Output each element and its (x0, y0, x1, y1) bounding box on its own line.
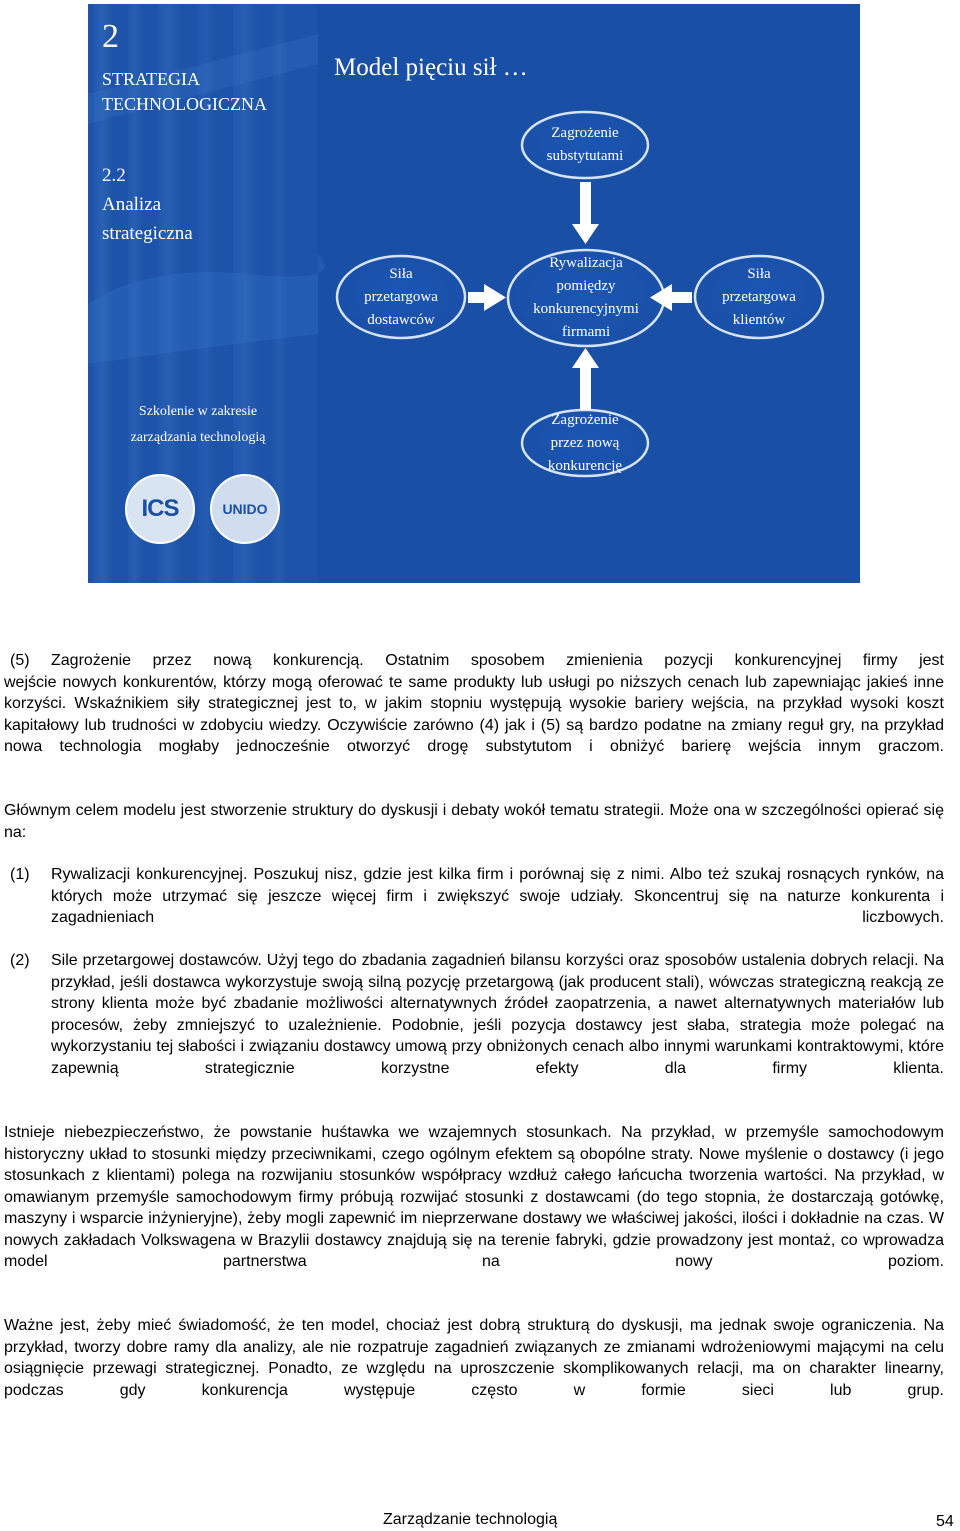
five-forces-slide (88, 4, 860, 583)
list-item-suppliers: Sile przetargowej dostawców. Użyj tego do zbadania zagadnień bilansu korzyści oraz sposobów ustalenia dobrych relacji. Na przykład, jeśli dostawca wykorzystuje swoją silną pozycję przetargową (jak producent stali), wówczas strategiczną reakcją ze strony klienta może być zbadanie możliwości alternatywnych źródeł zaopatrzenia, a nawet alternatywnych materiałów lub procesów, żeby zmniejszyć to uzależnienie. Podobnie, jeśli pozycja dostawcy jest słaba, strategia może polegać na wykorzystaniu tej słabości i związaniu dostawcy umową przy obniżonych cenach albo innymi warunkami kontraktowymi, które zapewnią strategicznie korzystne efekty dla firmy klienta. (51, 952, 944, 1077)
unido-logo-text: UNIDO (222, 501, 268, 517)
training-line: zarządzania technologią (130, 430, 266, 445)
slide-title: Model pięciu sił … (334, 54, 528, 81)
chapter-title-line: STRATEGIA (102, 69, 200, 89)
node-text: przez nową (550, 434, 620, 451)
item-number: (2) (10, 952, 30, 969)
node-label-rivalry (506, 250, 666, 346)
node-label-customers (694, 256, 824, 338)
ics-logo-text: ICS (141, 495, 179, 522)
node-text: dostawców (367, 311, 435, 328)
node-label-substitutes (520, 110, 650, 180)
node-text: substytutami (546, 148, 624, 164)
node-text: przetargowa (364, 288, 438, 305)
node-text: Siła (747, 265, 771, 282)
unido-logo (210, 474, 280, 544)
node-text: konkurencję (547, 457, 623, 474)
training-caption (88, 399, 308, 451)
page-number: 54 (936, 1513, 954, 1530)
section-title-line: Analiza (102, 194, 162, 215)
paragraph-limitations: Ważne jest, żeby mieć świadomość, że ten model, chociaż jest dobrą strukturą do dyskusji, ma jednak swoje ograniczenia. Na przykład, tworzy dobre ramy dla analizy, ale nie rozpatruje zagadnień związanych ze zmianami wdrożeniowymi mającymi na celu osiągnięcie przewagi strategicznej. Ponadto, ze względu na uproszczenie skomplikowanych relacji, ma on charakter linearny, podczas gdy konkurencja występuje często w formie sieci lub grup. (4, 1317, 944, 1399)
node-label-suppliers (336, 256, 466, 338)
node-label-new-entrants (520, 408, 650, 478)
item-number: (5) (10, 652, 30, 669)
node-text: przetargowa (722, 288, 796, 305)
node-text: Siła (389, 265, 413, 282)
paragraph-risk: Istnieje niebezpieczeństwo, że powstanie huśtawka we wzajemnych stosunkach. Na przykład, w przemyśle samochodowym historyczny układ to stosunki między przeciwnikami, czego ogólnym efektem są obopólne straty. Nowe myślenie o dostawcy (i jego stosunkach z klientami) polega na rozwijaniu stosunków współpracy wzdłuż całego łańcucha tworzenia wartości. Na przykład, w omawianym przemyśle samochodowym firmy próbują rozwijać stosunki z dostawcami (do tego stopnia, że dostarczają gotówkę, maszyny i wsparcie inżynieryjne), żeby mogli zapewnić im nieprzerwane dostawy we właściwej jakości, ilości i dokładnie na czas. W nowych zakładach Volkswagena w Brazylii dostawcy znajdują się na terenie fabryki, gdzie prowadzony jest montaż, co wprowadza model partnerstwa na nowy poziom. (4, 1124, 944, 1270)
node-text: firmami (561, 324, 611, 340)
ics-logo (125, 474, 195, 544)
paragraph-new-entrants-first-line: Zagrożenie przez nową konkurencją. Ostatnim sposobem zmienienia pozycji konkurencyjnej firmy jest (51, 652, 944, 669)
slide-chapter-title (102, 67, 267, 117)
list-item-rivalry: Rywalizacji konkurencyjnej. Poszukuj nisz, gdzie jest kilka firm i porównaj się z nimi. Albo też szukaj rosnących rynków, na których może utrzymać się jeszcze więcej firm i zwiększyć swoje udziały. Skoncentruj się na naturze konkurenta i zagadnieniach liczbowych. (51, 866, 944, 926)
footer-title: Zarządzanie technologią (383, 1511, 558, 1528)
slide-chapter-number: 2 (102, 18, 119, 55)
node-text: Zagrożenie (551, 411, 619, 428)
chapter-title-line: TECHNOLOGICZNA (102, 94, 267, 114)
paragraph-new-entrants: wejście nowych konkurentów, którzy mogą oferować te same produkty lub usługi po niższych cenach lub zapewniając jakieś inne korzyści. Wskaźnikiem siły strategicznej jest to, w jakim stopniu występują wysokie bariery wejścia, na przykład wysoki koszt kapitałowy lub trudności w zdobyciu wiedzy. Oczywiście zarówno (4) jak i (5) są bardzo podatne na zmiany reguł gry, na przykład nowa technologia mogłaby jednocześnie otworzyć drogę substytutom i obniżyć barierę wejścia innym graczom. (4, 673, 944, 755)
node-text: pomiędzy (556, 278, 616, 294)
node-text: Zagrożenie (551, 125, 619, 141)
node-text: klientów (732, 311, 786, 328)
section-title-line: strategiczna (102, 223, 193, 244)
paragraph-main-goal: Głównym celem modelu jest stworzenie struktury do dyskusji i debaty wokół tematu strategii. Może ona w szczególności opierać się na: (4, 802, 944, 841)
section-number: 2.2 (102, 165, 126, 186)
slide-section (102, 161, 193, 248)
training-line: Szkolenie w zakresie (138, 404, 258, 419)
node-text: konkurencyjnymi (533, 301, 639, 317)
item-number: (1) (10, 866, 30, 883)
node-text: Rywalizacja (549, 255, 623, 271)
